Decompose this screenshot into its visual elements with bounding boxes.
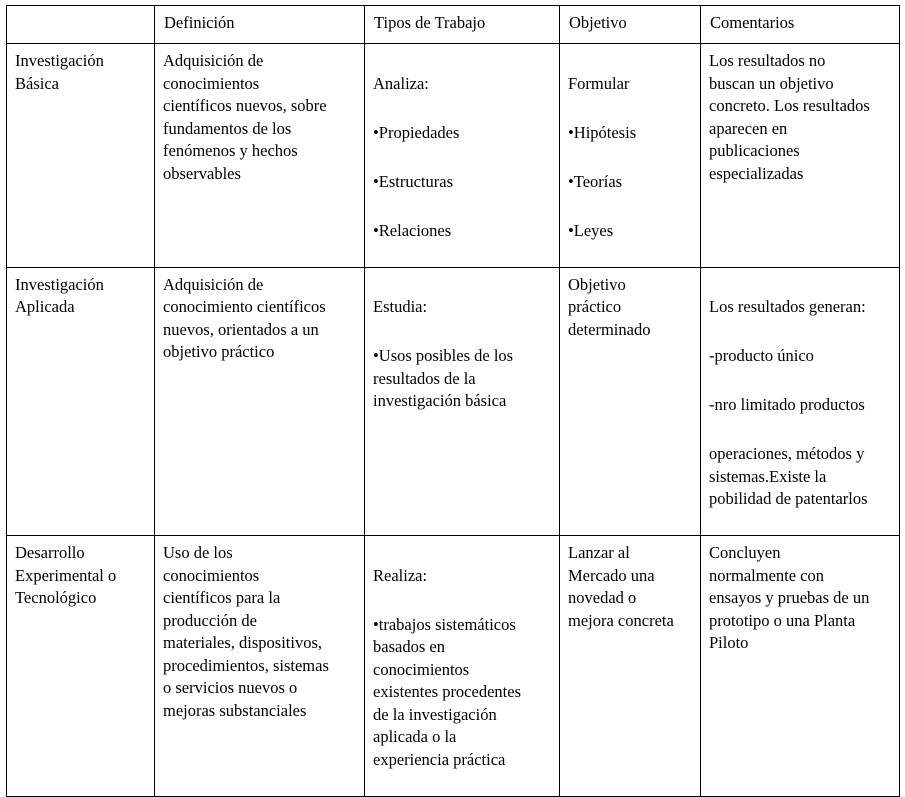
work-type-item: •Propiedades <box>373 122 460 142</box>
header-tipos-de-trabajo: Tipos de Trabajo <box>365 6 560 44</box>
work-type-intro: Analiza: <box>373 73 429 93</box>
work-type-item: •Usos posibles de los resultados de la investigación básica <box>373 346 514 410</box>
table-row <box>7 267 900 536</box>
objective-item: •Teorías <box>568 171 623 191</box>
row-type-label: Investigación Básica <box>7 44 155 268</box>
header-comentarios: Comentarios <box>701 6 900 44</box>
work-type-item: •Relaciones <box>373 220 452 240</box>
objective-cell: Objetivo práctico determinado <box>560 267 701 536</box>
comments-item: -producto único <box>709 346 814 365</box>
work-type-item: •trabajos sistemáticos basados en conocimientos existentes procedentes de la investigación aplicada o la experiencia práctica <box>373 614 521 769</box>
work-type-cell <box>365 44 560 268</box>
comments-intro: Los resultados generan: <box>709 297 866 316</box>
comments-item: operaciones, métodos y sistemas.Existe la pobilidad de patentarlos <box>709 444 868 508</box>
definition-cell: Uso de los conocimientos científicos para la producción de materiales, dispositivos, procedimientos, sistemas o servicios nuevos o mejoras substanciales <box>155 536 365 797</box>
comments-cell: Concluyen normalmente con ensayos y pruebas de un prototipo o una Planta Piloto <box>701 536 900 797</box>
objective-cell: Lanzar al Mercado una novedad o mejora concreta <box>560 536 701 797</box>
comments-cell: Los resultados no buscan un objetivo concreto. Los resultados aparecen en publicaciones especializadas <box>701 44 900 268</box>
objective-intro: Formular <box>568 73 630 93</box>
work-type-intro: Estudia: <box>373 297 428 316</box>
definition-cell: Adquisición de conocimiento científicos nuevos, orientados a un objetivo práctico <box>155 267 365 536</box>
comments-cell <box>701 267 900 536</box>
objective-item: •Leyes <box>568 220 614 240</box>
comments-item: -nro limitado productos <box>709 395 865 414</box>
header-empty <box>7 6 155 44</box>
row-type-label: Investigación Aplicada <box>7 267 155 536</box>
work-type-intro: Realiza: <box>373 565 428 585</box>
table-row <box>7 536 900 797</box>
objective-item: •Hipótesis <box>568 122 637 142</box>
work-type-cell <box>365 536 560 797</box>
objective-cell <box>560 44 701 268</box>
header-definicion: Definición <box>155 6 365 44</box>
header-objetivo: Objetivo <box>560 6 701 44</box>
table-row <box>7 44 900 268</box>
definition-cell: Adquisición de conocimientos científicos nuevos, sobre fundamentos de los fenómenos y hechos observables <box>155 44 365 268</box>
comparison-table <box>6 5 900 797</box>
work-type-cell <box>365 267 560 536</box>
header-row <box>7 6 900 44</box>
work-type-item: •Estructuras <box>373 171 454 191</box>
row-type-label: Desarrollo Experimental o Tecnológico <box>7 536 155 797</box>
